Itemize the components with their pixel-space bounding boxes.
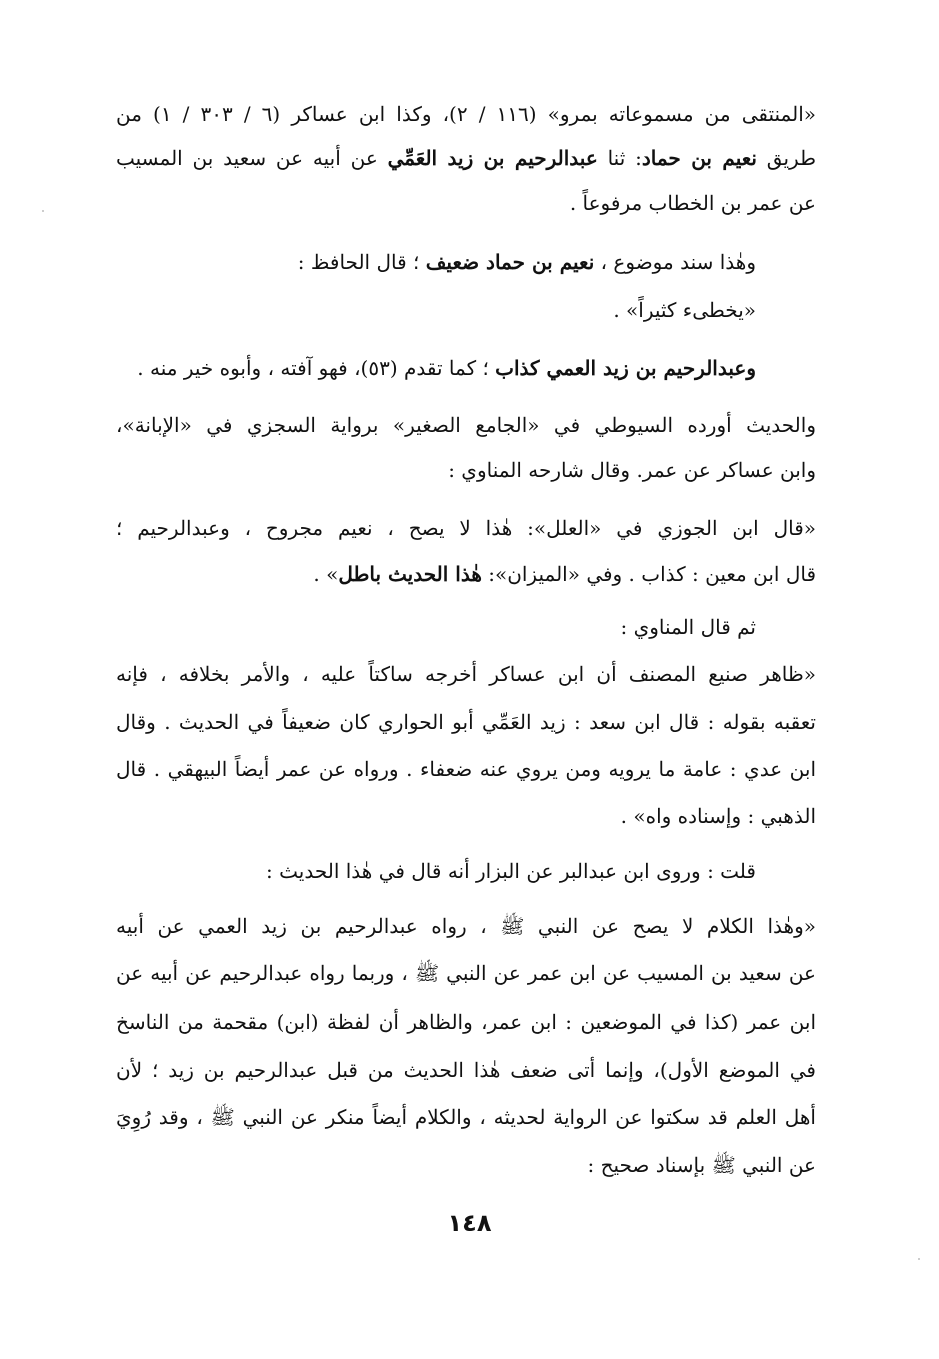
quote-line: «يخطىء كثيراً» .	[613, 298, 756, 322]
quote-line: تعقبه بقوله : قال ابن سعد : زيد العَمِّي أبو الحواري كان ضعيفاً في الحديث . وقال	[116, 710, 816, 734]
text-line: والحديث أورده السيوطي في «الجامع الصغير» برواية السجزي في «الإبانة»،	[116, 413, 816, 437]
text-run: ؛ كما تقدم (٥٣)، فهو آفته ، وأبوه خير منه .	[137, 356, 496, 380]
text-run: » .	[313, 562, 339, 586]
text-line	[137, 353, 756, 383]
text-line: وابن عساكر عن عمر. وقال شارحه المناوي :	[448, 458, 816, 482]
quote-line: أهل العلم قد سكتوا عن الرواية لحديثه ، والكلام أيضاً منكر عن النبي ﷺ ، وقد رُوِيَ	[116, 1105, 816, 1129]
quote-line: «قال ابن الجوزي في «العلل»: هٰذا لا يصح ، نعيم مجروح ، وعبدالرحيم ؛	[116, 516, 816, 540]
text-line: قلت : وروى ابن عبدالبر عن البزار أنه قال في هٰذا الحديث :	[266, 859, 756, 883]
quote-line: «وهٰذا الكلام لا يصح عن النبي ﷺ ، رواه عبدالرحيم بن زيد العمي عن أبيه	[116, 914, 816, 938]
quote-line: ابن عمر (كذا في الموضعين : ابن عمر، والظاهر أن لفظة (ابن) مقحمة من الناسخ	[116, 1010, 816, 1034]
quote-line: الذهبي : وإسناده واه» .	[620, 804, 816, 828]
text-run: ؛ قال الحافظ :	[297, 250, 426, 274]
text-run: وهٰذا سند موضوع ،	[594, 250, 756, 274]
text-line: ثم قال المناوي :	[620, 615, 756, 639]
bold-name: نعيم بن حماد	[641, 146, 757, 170]
bold-phrase: نعيم بن حماد ضعيف	[425, 250, 595, 274]
bold-phrase: وعبدالرحيم بن زيد العمي كذاب	[495, 356, 756, 380]
page-number: ١٤٨	[447, 1209, 492, 1237]
text-line	[298, 247, 756, 277]
quote-line: في الموضع الأول)، وإنما أتى ضعف هٰذا الحديث من قبل عبدالرحيم بن زيد ؛ لأن	[116, 1058, 816, 1082]
quote-line: ابن عدي : عامة ما يرويه ومن يروي عنه ضعفاء . ورواه عن عمر أيضاً البيهقي . قال	[116, 757, 816, 781]
scan-speck	[42, 210, 44, 212]
bold-phrase: هٰذا الحديث باطل	[338, 562, 482, 586]
text-run: : ثنا	[597, 146, 642, 170]
quote-line: عن النبي ﷺ بإسناد صحيح :	[587, 1153, 816, 1177]
bold-name: عبدالرحيم بن زيد العَمِّي	[387, 146, 598, 170]
text-run: طريق	[756, 146, 817, 170]
quote-line	[313, 559, 816, 589]
quote-line: «ظاهر صنيع المصنف أن ابن عساكر أخرجه ساكتاً عليه ، والأمر بخلافه ، فإنه	[116, 662, 816, 686]
text-run: قال ابن معين : كذاب . وفي «الميزان»:	[481, 562, 816, 586]
text-line: عن عمر بن الخطاب مرفوعاً .	[569, 191, 816, 215]
text-run: عن أبيه عن سعيد بن المسيب	[116, 146, 388, 170]
text-line: «المنتقى من مسموعاته بمرو» (١١٦ / ٢)، وكذا ابن عساكر (٦ / ٣٠٣ / ١) من	[116, 102, 816, 126]
text-line	[116, 143, 816, 173]
scan-speck	[918, 1258, 920, 1260]
quote-line: عن سعيد بن المسيب عن ابن عمر عن النبي ﷺ ، وربما رواه عبدالرحيم عن أبيه عن	[116, 961, 816, 985]
